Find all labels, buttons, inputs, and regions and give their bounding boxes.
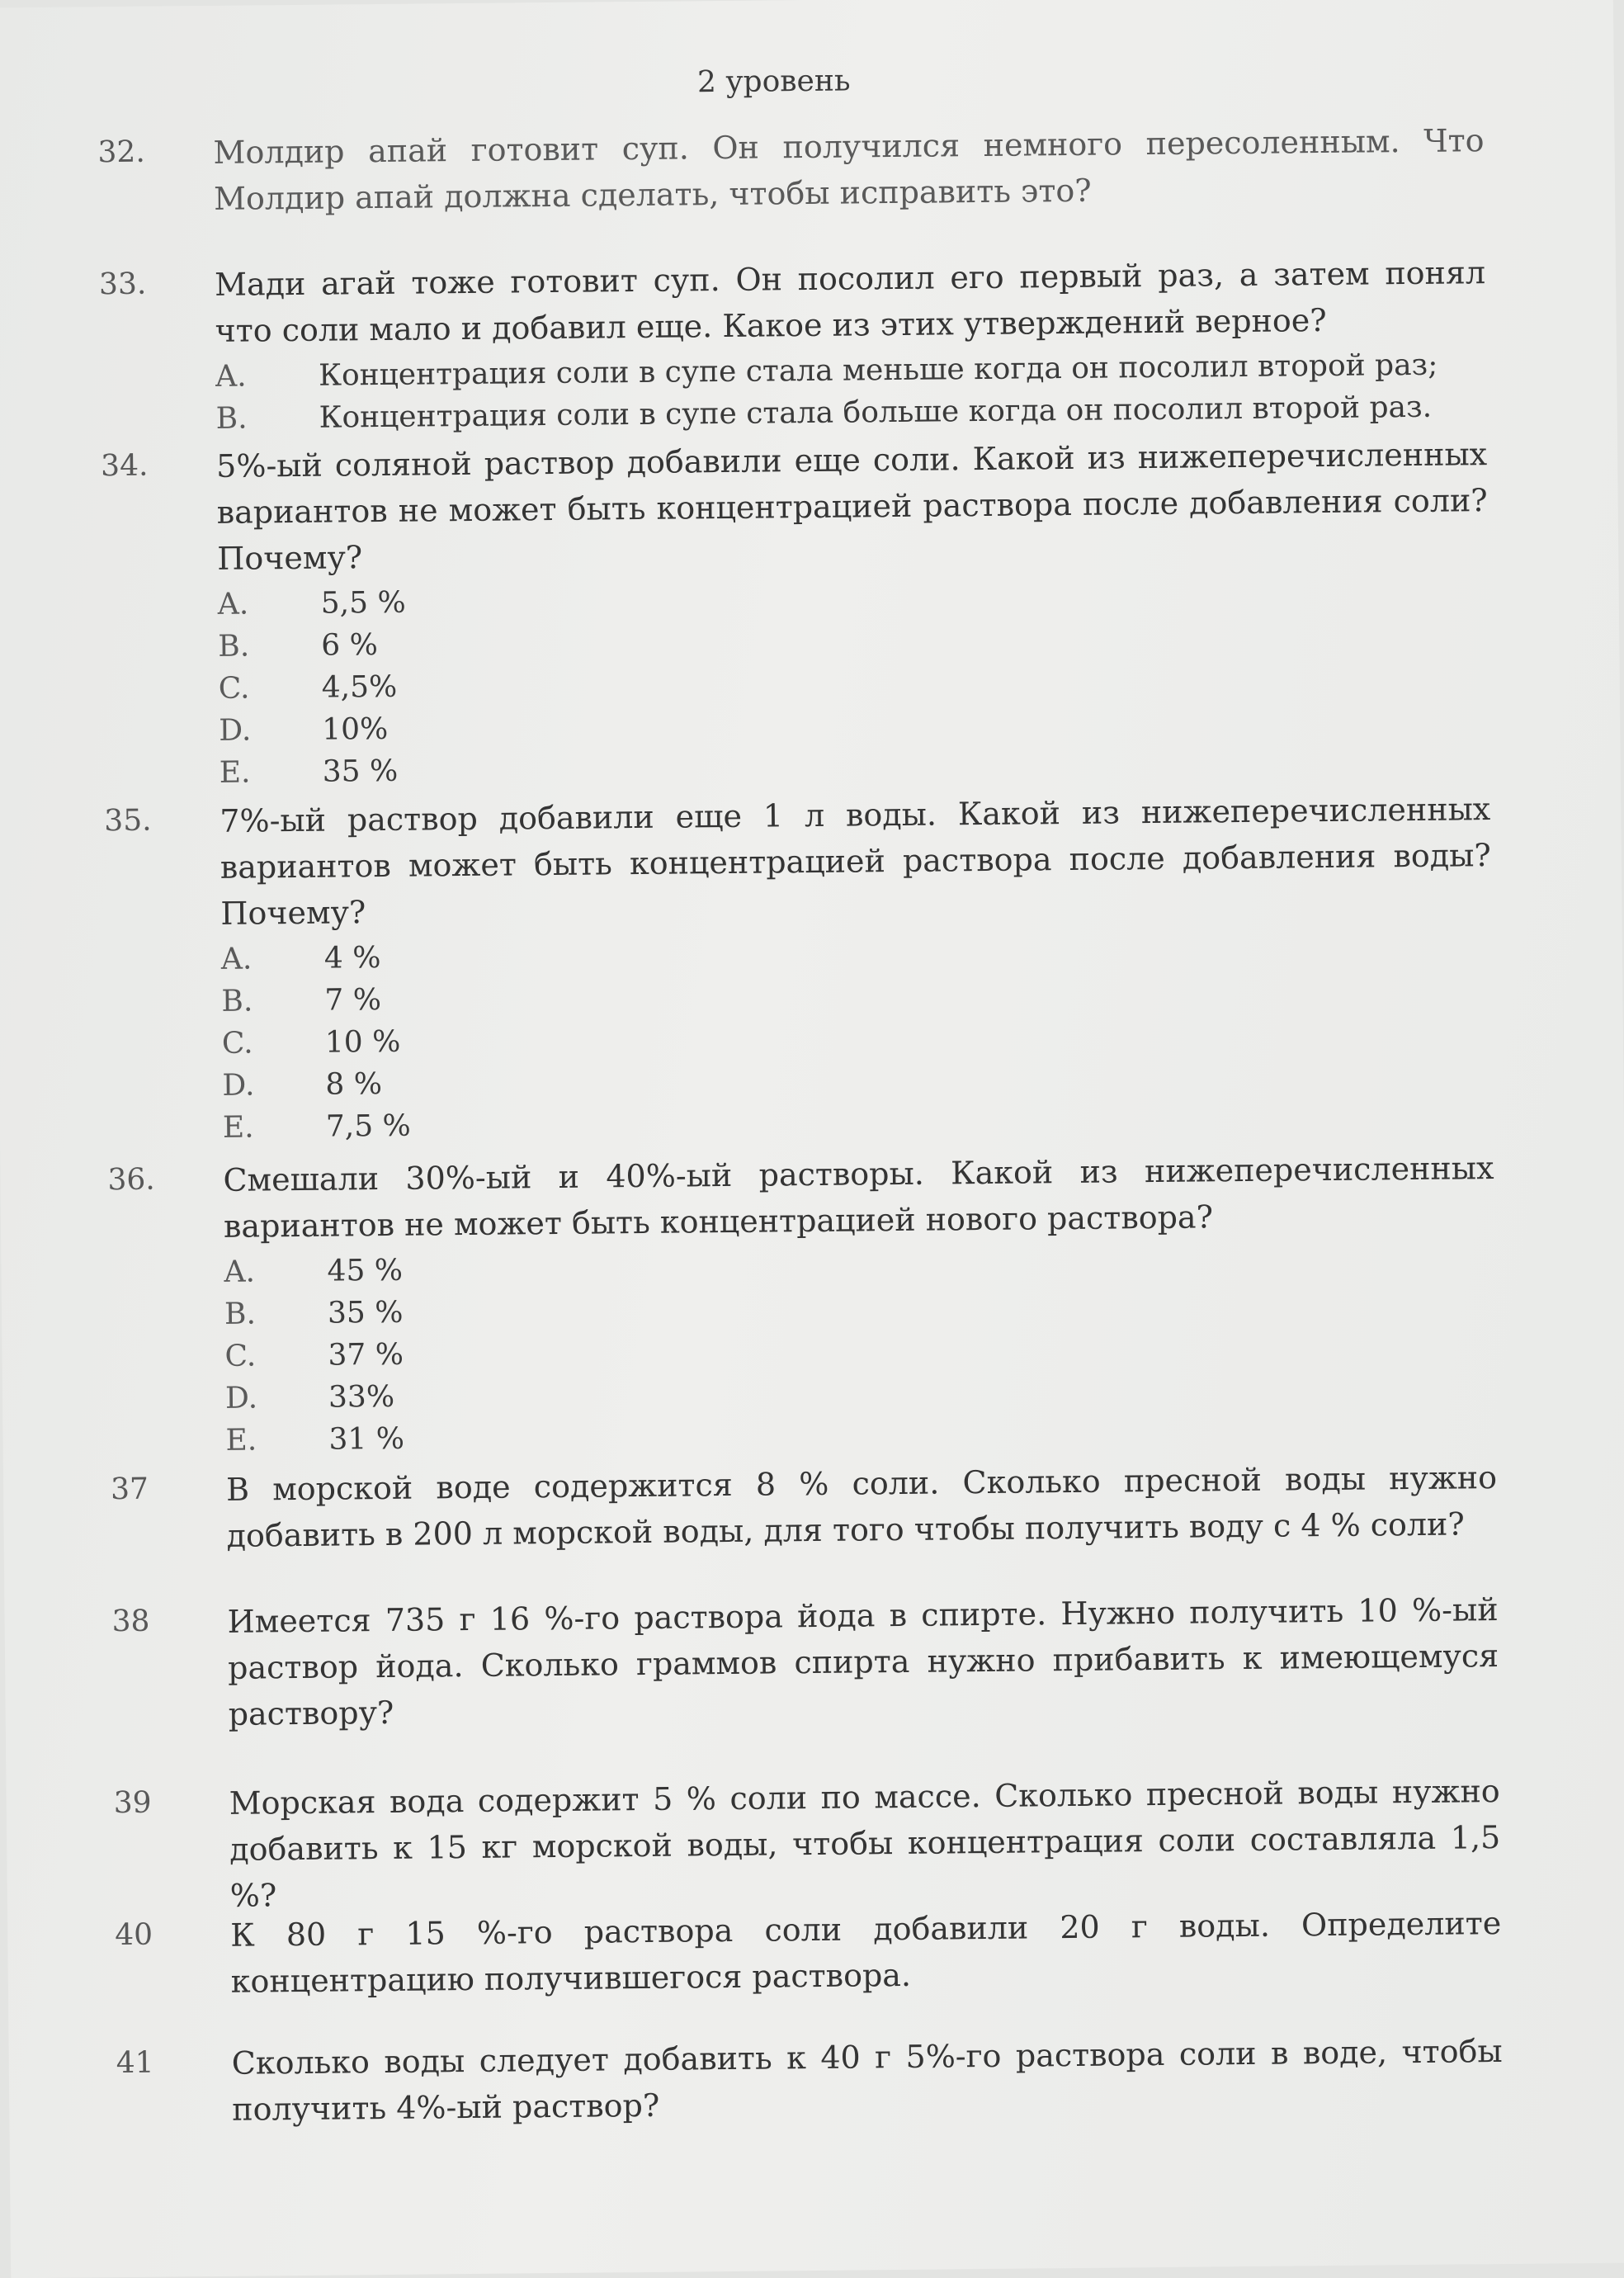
question-text: Сколько воды следует добавить к 40 г 5%-го раствора соли в воде, чтобы получить 4%-ый раствор? bbox=[231, 2033, 1503, 2128]
option-text: Концентрация соли в супе стала меньше когда он посолил второй раз; bbox=[318, 347, 1438, 393]
option-text: 45 % bbox=[327, 1253, 404, 1288]
option-label: C. bbox=[224, 1339, 257, 1373]
option-label: E. bbox=[222, 1110, 254, 1145]
option-label: C. bbox=[218, 671, 250, 706]
question-41 bbox=[116, 2028, 1503, 2134]
option-text: 6 % bbox=[321, 628, 379, 663]
option-label: D. bbox=[219, 713, 252, 748]
question-text: 7%-ый раствор добавили еще 1 л воды. Какой из нижеперечисленных вариантов может быть концентрацией раствора после добавления воды? Почему? bbox=[220, 791, 1491, 932]
question-35 bbox=[104, 786, 1494, 1150]
question-40 bbox=[115, 1900, 1502, 2006]
question-37 bbox=[111, 1454, 1498, 1560]
option-text: Концентрация соли в супе стала больше когда он посолил второй раз. bbox=[319, 390, 1433, 435]
question-number: 38 bbox=[111, 1604, 150, 1639]
question-number: 37 bbox=[110, 1472, 149, 1507]
answer-options bbox=[224, 1239, 1496, 1462]
question-text: Смешали 30%-ый и 40%-ый растворы. Какой из нижеперечисленных вариантов не может быть концентрацией нового раствора? bbox=[223, 1150, 1494, 1245]
question-39 bbox=[113, 1768, 1501, 1920]
question-32 bbox=[97, 117, 1485, 223]
page-heading: 2 уровень bbox=[696, 64, 851, 100]
question-number: 32. bbox=[97, 135, 145, 170]
option-text: 5,5 % bbox=[320, 585, 406, 621]
option-label: A. bbox=[217, 587, 249, 621]
option-label: B. bbox=[221, 984, 253, 1018]
option-label: D. bbox=[222, 1068, 255, 1103]
option-label: A. bbox=[215, 359, 247, 394]
question-number: 41 bbox=[116, 2045, 154, 2081]
question-33 bbox=[99, 249, 1487, 441]
question-number: 36. bbox=[107, 1162, 155, 1198]
answer-options bbox=[218, 571, 1490, 794]
answer-options bbox=[215, 343, 1487, 440]
question-text: Молдир апай готовит суп. Он получился немного пересоленным. Что Молдир апай должна сделать, чтобы исправить это? bbox=[213, 122, 1485, 217]
option-label: A. bbox=[220, 942, 253, 976]
option-text: 31 % bbox=[328, 1421, 405, 1457]
question-text: К 80 г 15 %-го раствора соли добавили 20 г воды. Определите концентрацию получившегося раствора. bbox=[230, 1905, 1502, 2000]
question-34 bbox=[101, 431, 1490, 795]
option-text: 10 % bbox=[324, 1024, 401, 1060]
option-text: 4 % bbox=[323, 941, 381, 976]
option-label: B. bbox=[218, 629, 250, 664]
question-text: В морской воде содержится 8 % соли. Сколько пресной воды нужно добавить в 200 л морской воды, для того чтобы получить воду с 4 % соли? bbox=[225, 1459, 1498, 1554]
question-text: Мади агай тоже готовит суп. Он посолил его первый раз, а затем понял что соли мало и добавил еще. Какое из этих утверждений верное? bbox=[214, 254, 1486, 349]
option-label: B. bbox=[224, 1297, 257, 1331]
option-text: 35 % bbox=[327, 1295, 404, 1330]
option-label: A. bbox=[224, 1255, 256, 1289]
question-number: 35. bbox=[104, 803, 152, 839]
option-text: 4,5% bbox=[321, 669, 398, 705]
question-36 bbox=[107, 1145, 1496, 1463]
question-text: Имеется 735 г 16 %-го раствора йода в спирте. Нужно получить 10 %-ый раствор йода. Сколько граммов спирта нужно прибавить к имеющемуся раствору? bbox=[227, 1591, 1499, 1732]
option-label: D. bbox=[224, 1381, 258, 1415]
option-label: C. bbox=[221, 1026, 253, 1061]
question-number: 39 bbox=[113, 1785, 152, 1821]
option-label: B. bbox=[215, 401, 248, 436]
option-label: E. bbox=[225, 1423, 257, 1458]
question-number: 40 bbox=[115, 1917, 153, 1953]
option-text: 7 % bbox=[324, 983, 382, 1018]
question-number: 33. bbox=[98, 267, 147, 302]
option-text: 10% bbox=[322, 711, 389, 747]
option-text: 35 % bbox=[322, 754, 399, 789]
option-text: 8 % bbox=[325, 1066, 383, 1102]
question-38 bbox=[111, 1586, 1499, 1738]
answer-options bbox=[221, 926, 1494, 1149]
question-text: 5%-ый соляной раствор добавили еще соли. Какой из нижеперечисленных вариантов не может быть концентрацией раствора после добавления соли? Почему? bbox=[215, 436, 1488, 577]
option-text: 7,5 % bbox=[325, 1108, 411, 1144]
option-text: 33% bbox=[328, 1379, 395, 1415]
question-number: 34. bbox=[100, 448, 149, 484]
option-text: 37 % bbox=[328, 1337, 404, 1373]
option-label: E. bbox=[219, 755, 251, 790]
question-text: Морская вода содержит 5 % соли по массе. Сколько пресной воды нужно добавить к 15 кг морской воды, чтобы концентрация соли составляла 1,5 %? bbox=[229, 1773, 1501, 1914]
